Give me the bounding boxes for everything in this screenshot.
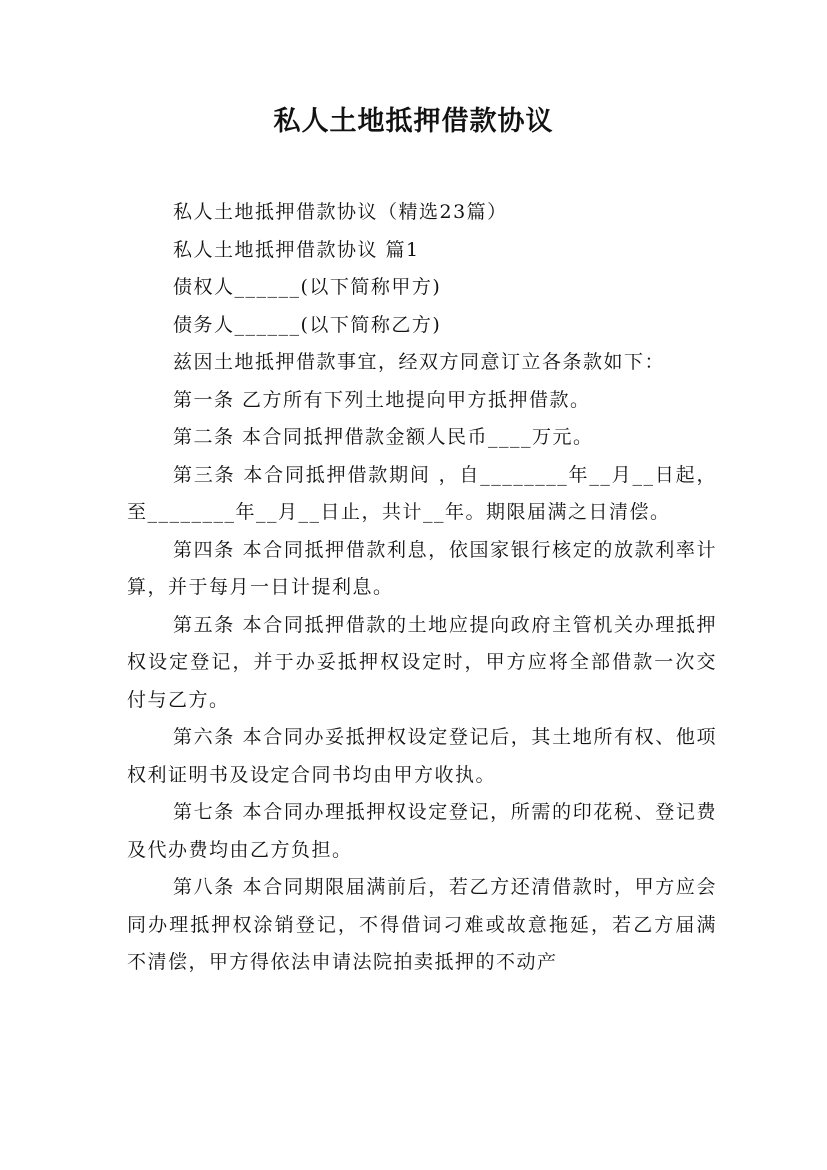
paragraph-subtitle: 私人土地抵押借款协议（精选23篇） (173, 201, 508, 223)
paragraph-article-6: 第六条 本合同办妥抵押权设定登记后，其土地所有权、他项权利证明书及设定合同书均由甲方收执。 (127, 726, 717, 786)
paragraph-article-5: 第五条 本合同抵押借款的土地应提向政府主管机关办理抵押权设定登记，并于办妥抵押权设定时，甲方应将全部借款一次交付与乙方。 (127, 613, 717, 711)
paragraph-article-4: 第四条 本合同抵押借款利息，依国家银行核定的放款利率计算，并于每月一日计提利息。 (127, 538, 717, 598)
paragraph-article-1: 第一条 乙方所有下列土地提向甲方抵押借款。 (173, 388, 591, 411)
paragraph-article-8: 第八条 本合同期限届满前后，若乙方还清借款时，甲方应会同办理抵押权涂销登记，不得借词刁难或故意拖延，若乙方届满不清偿，甲方得依法申请法院拍卖抵押的不动产 (127, 876, 717, 973)
paragraph-debtor: 债务人______(以下简称乙方) (173, 313, 442, 336)
document-title: 私人土地抵押借款协议 (273, 106, 554, 137)
paragraph-preamble: 兹因土地抵押借款事宜，经双方同意订立各条款如下： (173, 351, 666, 373)
paragraph-section-heading: 私人土地抵押借款协议 篇1 (173, 238, 420, 261)
document-body (127, 194, 717, 982)
paragraph-article-3: 第三条 本合同抵押借款期间 ，自________年__月__日起，至________年__月__日止，共计__年。期限届满之日清偿。 (127, 463, 717, 523)
paragraph-article-7: 第七条 本合同办理抵押权设定登记，所需的印花税、登记费及代办费均由乙方负担。 (127, 801, 717, 861)
paragraph-creditor: 债权人______(以下简称甲方) (173, 276, 442, 298)
paragraph-article-2: 第二条 本合同抵押借款金额人民币____万元。 (173, 426, 594, 448)
